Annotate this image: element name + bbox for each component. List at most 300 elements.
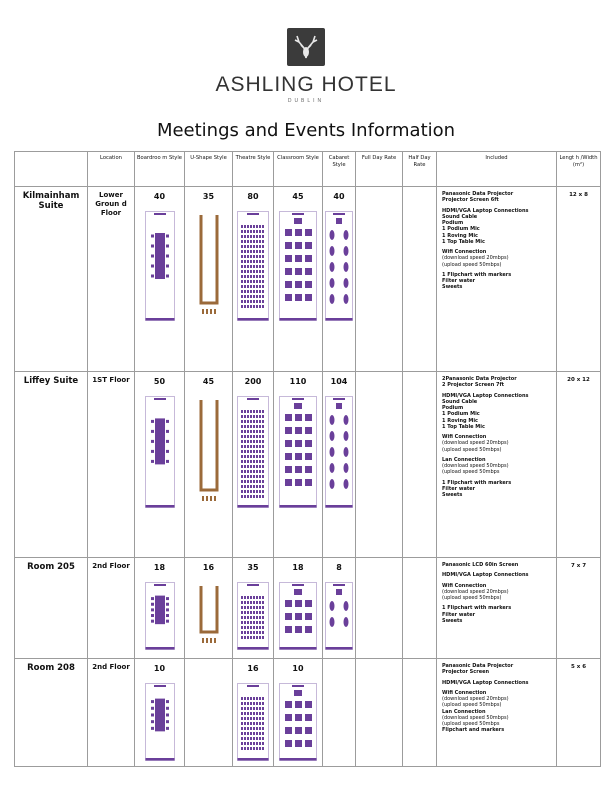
theatre-seat <box>247 415 249 418</box>
theatre-seat <box>262 260 264 263</box>
location-cell <box>88 659 135 767</box>
col-header-half-day: Half Day Rate <box>403 152 437 187</box>
theatre-seat <box>244 611 246 614</box>
theatre-seat <box>259 737 261 740</box>
classroom-desk <box>295 466 302 473</box>
theatre-seat <box>250 747 252 750</box>
ushape-cell <box>185 372 233 558</box>
theatre-seat <box>247 255 249 258</box>
theatre-seat <box>253 305 255 308</box>
theatre-seat <box>241 450 243 453</box>
classroom-desk <box>285 600 292 607</box>
theatre-seat <box>250 435 252 438</box>
full-day-rate-cell <box>356 187 403 372</box>
theatre-seat <box>250 707 252 710</box>
full-day-rate <box>356 372 402 394</box>
cabaret-table <box>330 246 335 256</box>
theatre-seat <box>244 596 246 599</box>
theatre-seat <box>262 245 264 248</box>
theatre-seat <box>244 305 246 308</box>
boardroom-seat <box>166 713 169 716</box>
size-cell <box>557 372 601 558</box>
theatre-seat <box>241 455 243 458</box>
room-name-cell <box>15 659 88 767</box>
theatre-seat <box>253 485 255 488</box>
theatre-seat <box>247 425 249 428</box>
theatre-seat <box>253 290 255 293</box>
classroom-capacity: 45 <box>292 192 304 201</box>
ushape-table <box>201 215 217 303</box>
theatre-seat <box>256 415 258 418</box>
theatre-seat <box>247 280 249 283</box>
boardroom-seat <box>166 245 169 248</box>
theatre-seat <box>247 455 249 458</box>
theatre-seat <box>262 636 264 639</box>
col-header-theatre: Theatre Style <box>233 152 274 187</box>
half-day-rate-cell <box>403 659 437 767</box>
theatre-seat <box>241 260 243 263</box>
included-item: 1 Flipchart with markers <box>442 605 512 612</box>
classroom-desk <box>285 740 292 747</box>
included-list <box>437 558 556 624</box>
theatre-seat <box>244 732 246 735</box>
ushape-table <box>201 586 217 632</box>
classroom-lectern <box>294 589 302 595</box>
included-item: (upload speed 50mbps) <box>442 446 502 453</box>
theatre-seat <box>247 712 249 715</box>
theatre-seat <box>259 225 261 228</box>
theatre-seat <box>256 465 258 468</box>
boardroom-screen-mark <box>154 584 166 586</box>
cabaret-table <box>344 246 349 256</box>
classroom-desk <box>285 727 292 734</box>
theatre-seat <box>244 737 246 740</box>
boardroom-seat <box>151 235 154 238</box>
half-day-rate <box>403 372 436 394</box>
theatre-seat <box>244 265 246 268</box>
half-day-rate-cell <box>403 558 437 659</box>
included-list <box>437 659 556 734</box>
theatre-seat <box>241 240 243 243</box>
included-item: 2 Projector Screen 7ft <box>442 382 505 389</box>
cabaret-wall-mark <box>326 505 353 508</box>
classroom-screen-mark <box>292 685 304 687</box>
cabaret-screen-mark <box>333 398 345 400</box>
theatre-seat <box>244 742 246 745</box>
theatre-seat <box>262 295 264 298</box>
boardroom-wall-mark <box>145 647 174 650</box>
boardroom-seat <box>166 460 169 463</box>
ushape-seat <box>202 309 204 314</box>
theatre-seat <box>256 285 258 288</box>
theatre-seat <box>250 445 252 448</box>
cabaret-table <box>330 463 335 473</box>
included-item: 1 Roving Mic <box>442 232 479 239</box>
included-item: 1 Podium Mic <box>442 226 480 233</box>
theatre-seat <box>250 732 252 735</box>
theatre-seat <box>247 420 249 423</box>
theatre-seat <box>247 485 249 488</box>
classroom-desk <box>285 440 292 447</box>
theatre-seat <box>253 425 255 428</box>
boardroom-seat <box>151 614 154 617</box>
room-location: 2nd Floor <box>92 663 130 671</box>
boardroom-seat <box>151 700 154 703</box>
theatre-seat <box>262 450 264 453</box>
theatre-seat <box>250 285 252 288</box>
theatre-seat <box>256 255 258 258</box>
theatre-seat <box>250 235 252 238</box>
theatre-seat <box>256 475 258 478</box>
theatre-seat <box>244 445 246 448</box>
boardroom-cell <box>135 187 185 372</box>
theatre-seat <box>247 235 249 238</box>
classroom-cell <box>274 187 323 372</box>
boardroom-layout-diagram <box>145 683 175 761</box>
theatre-seat <box>244 410 246 413</box>
theatre-seat <box>244 425 246 428</box>
classroom-desk <box>295 701 302 708</box>
ushape-seat <box>214 638 216 643</box>
classroom-desk <box>295 740 302 747</box>
theatre-seat <box>247 727 249 730</box>
theatre-seat <box>253 445 255 448</box>
theatre-seat <box>259 702 261 705</box>
classroom-desk <box>305 613 312 620</box>
room-dimensions: 5 x 6 <box>570 664 587 670</box>
theatre-seat <box>241 596 243 599</box>
theatre-seat <box>253 455 255 458</box>
theatre-seat <box>262 435 264 438</box>
classroom-layout-diagram <box>279 211 317 321</box>
room-location: 1ST Floor <box>92 376 130 384</box>
theatre-seat <box>250 300 252 303</box>
theatre-seat <box>241 475 243 478</box>
cabaret-capacity: 104 <box>330 377 348 386</box>
theatre-seat <box>259 240 261 243</box>
theatre-seat <box>241 480 243 483</box>
theatre-seat <box>259 697 261 700</box>
ushape-cell <box>185 187 233 372</box>
theatre-seat <box>244 225 246 228</box>
cabaret-table <box>344 415 349 425</box>
theatre-seat <box>253 697 255 700</box>
theatre-seat <box>262 717 264 720</box>
theatre-seat <box>250 601 252 604</box>
theatre-seat <box>241 636 243 639</box>
included-item: Projector Screen <box>442 669 490 676</box>
cabaret-stage <box>336 218 342 224</box>
theatre-seat <box>253 727 255 730</box>
classroom-room-outline <box>280 212 317 321</box>
boardroom-seat <box>166 440 169 443</box>
boardroom-wall-mark <box>145 758 174 761</box>
cabaret-table <box>330 447 335 457</box>
theatre-seat <box>262 626 264 629</box>
theatre-seat <box>250 440 252 443</box>
theatre-seat <box>259 480 261 483</box>
room-name-cell <box>15 372 88 558</box>
classroom-desk <box>305 727 312 734</box>
theatre-seat <box>256 435 258 438</box>
theatre-seat <box>256 440 258 443</box>
theatre-screen-mark <box>247 584 259 586</box>
theatre-seat <box>253 702 255 705</box>
theatre-seat <box>253 430 255 433</box>
theatre-seat <box>259 235 261 238</box>
included-item: Wifi Connection <box>442 582 487 589</box>
cabaret-table <box>344 617 349 627</box>
theatre-seat <box>250 230 252 233</box>
boardroom-layout-diagram <box>145 582 175 650</box>
room-dimensions: 20 x 12 <box>567 377 590 383</box>
ushape-cell <box>185 558 233 659</box>
theatre-seat <box>250 290 252 293</box>
classroom-desk <box>285 229 292 236</box>
theatre-seat <box>250 631 252 634</box>
theatre-seat <box>262 445 264 448</box>
theatre-seat <box>262 747 264 750</box>
cabaret-screen-mark <box>333 213 345 215</box>
theatre-seat <box>241 225 243 228</box>
theatre-seat <box>241 430 243 433</box>
theatre-seat <box>247 722 249 725</box>
theatre-seat <box>241 626 243 629</box>
theatre-seat <box>262 616 264 619</box>
ushape-layout-diagram <box>196 396 222 508</box>
location-cell <box>88 372 135 558</box>
theatre-seat <box>256 470 258 473</box>
boardroom-seat <box>166 720 169 723</box>
boardroom-screen-mark <box>154 685 166 687</box>
theatre-seat <box>262 732 264 735</box>
theatre-seat <box>247 601 249 604</box>
boardroom-seat <box>151 265 154 268</box>
theatre-seat <box>244 235 246 238</box>
theatre-seat <box>241 727 243 730</box>
ushape-capacity: 35 <box>202 192 215 201</box>
boardroom-seat <box>151 608 154 611</box>
theatre-seat <box>244 490 246 493</box>
theatre-seat <box>250 420 252 423</box>
theatre-seat <box>256 621 258 624</box>
theatre-seat <box>262 737 264 740</box>
theatre-seat <box>244 455 246 458</box>
col-header-full-day: Full Day Rate <box>356 152 403 187</box>
theatre-seat <box>244 475 246 478</box>
included-item: (upload speed 50mbps) <box>442 595 502 601</box>
cabaret-layout-diagram <box>325 396 353 508</box>
cabaret-table <box>330 294 335 304</box>
theatre-seat <box>244 480 246 483</box>
classroom-desk <box>285 479 292 486</box>
classroom-desk <box>305 714 312 721</box>
theatre-seat <box>256 265 258 268</box>
included-item: HDMI/VGA Laptop Connections <box>442 679 529 686</box>
classroom-layout-diagram <box>279 683 317 761</box>
ushape-seat <box>206 309 208 314</box>
theatre-seat <box>244 240 246 243</box>
theatre-seat <box>247 636 249 639</box>
theatre-seat <box>250 737 252 740</box>
theatre-seat <box>250 742 252 745</box>
classroom-cell <box>274 558 323 659</box>
theatre-seat <box>241 747 243 750</box>
cabaret-table <box>344 601 349 611</box>
boardroom-cell <box>135 659 185 767</box>
theatre-seat <box>241 732 243 735</box>
cabaret-table <box>330 230 335 240</box>
room-dimensions: 12 x 8 <box>569 192 588 198</box>
boardroom-seat <box>151 620 154 623</box>
theatre-seat <box>250 697 252 700</box>
theatre-seat <box>256 626 258 629</box>
theatre-seat <box>259 631 261 634</box>
cabaret-table <box>330 431 335 441</box>
theatre-seat <box>241 445 243 448</box>
theatre-seat <box>259 616 261 619</box>
theatre-seat <box>244 626 246 629</box>
boardroom-seat <box>166 707 169 710</box>
theatre-seat <box>256 485 258 488</box>
theatre-seat <box>262 455 264 458</box>
theatre-seat <box>247 290 249 293</box>
theatre-seat <box>247 621 249 624</box>
theatre-seat <box>244 230 246 233</box>
included-item: (download speed 20mbps) <box>442 588 509 595</box>
theatre-seat <box>253 480 255 483</box>
col-header-classroom: Classroom Style <box>274 152 323 187</box>
theatre-seat <box>250 727 252 730</box>
classroom-room-outline <box>280 397 317 508</box>
theatre-seat <box>247 410 249 413</box>
classroom-desk <box>285 414 292 421</box>
theatre-seat <box>241 702 243 705</box>
included-item: (upload speed 50mbps <box>442 721 500 727</box>
theatre-seat <box>256 280 258 283</box>
theatre-seat <box>250 295 252 298</box>
theatre-seat <box>241 300 243 303</box>
theatre-seat <box>253 611 255 614</box>
theatre-seat <box>259 732 261 735</box>
ushape-capacity <box>185 659 232 681</box>
theatre-wall-mark <box>238 318 269 321</box>
boardroom-table <box>155 596 165 625</box>
classroom-desk <box>295 613 302 620</box>
theatre-wall-mark <box>238 647 269 650</box>
theatre-seat <box>262 425 264 428</box>
classroom-desk <box>305 294 312 301</box>
theatre-seat <box>250 480 252 483</box>
classroom-desk <box>295 268 302 275</box>
theatre-seat <box>259 420 261 423</box>
theatre-seat <box>241 270 243 273</box>
classroom-desk <box>295 242 302 249</box>
theatre-seat <box>247 697 249 700</box>
half-day-rate-cell <box>403 372 437 558</box>
boardroom-seat <box>166 727 169 730</box>
included-item: Lan Connection <box>442 456 486 463</box>
theatre-seat <box>256 305 258 308</box>
boardroom-capacity: 10 <box>153 664 166 673</box>
cabaret-table <box>344 294 349 304</box>
theatre-seat <box>256 245 258 248</box>
theatre-seat <box>244 435 246 438</box>
theatre-seat <box>262 697 264 700</box>
theatre-seat <box>259 460 261 463</box>
theatre-seat <box>244 255 246 258</box>
theatre-seat <box>250 225 252 228</box>
included-item: (download speed 20mbps) <box>442 440 509 447</box>
classroom-desk <box>295 453 302 460</box>
theatre-seat <box>253 440 255 443</box>
theatre-seat <box>250 616 252 619</box>
theatre-seat <box>253 742 255 745</box>
theatre-seat <box>250 270 252 273</box>
room-name: Liffey Suite <box>23 376 79 386</box>
theatre-seat <box>241 490 243 493</box>
boardroom-capacity: 40 <box>153 192 166 201</box>
included-item: 1 Podium Mic <box>442 411 480 418</box>
ushape-cell <box>185 659 233 767</box>
theatre-seat <box>244 470 246 473</box>
theatre-seat <box>256 712 258 715</box>
theatre-seat <box>241 621 243 624</box>
theatre-seat <box>250 305 252 308</box>
cabaret-stage <box>336 589 342 595</box>
ushape-seat <box>210 638 212 643</box>
cabaret-capacity <box>323 659 355 681</box>
half-day-rate <box>403 187 436 209</box>
theatre-seat <box>256 495 258 498</box>
included-item: Sweets <box>442 284 463 291</box>
theatre-seat <box>247 305 249 308</box>
theatre-seat <box>256 455 258 458</box>
ushape-seat <box>210 496 212 501</box>
room-name-cell <box>15 558 88 659</box>
cabaret-table <box>344 431 349 441</box>
theatre-seat <box>241 440 243 443</box>
classroom-wall-mark <box>280 758 317 761</box>
theatre-seat <box>256 747 258 750</box>
theatre-seat <box>259 455 261 458</box>
theatre-seat <box>259 606 261 609</box>
boardroom-table <box>155 418 165 464</box>
theatre-seat <box>241 415 243 418</box>
included-item: 2Panasonic Data Projector <box>442 376 517 382</box>
theatre-seat <box>250 717 252 720</box>
theatre-seat <box>244 702 246 705</box>
theatre-seat <box>262 235 264 238</box>
theatre-seat <box>241 285 243 288</box>
boardroom-seat <box>151 255 154 258</box>
classroom-screen-mark <box>292 213 304 215</box>
theatre-seat <box>253 621 255 624</box>
boardroom-screen-mark <box>154 213 166 215</box>
theatre-seat <box>259 260 261 263</box>
theatre-seat <box>256 707 258 710</box>
included-cell <box>437 372 557 558</box>
classroom-capacity: 110 <box>289 377 307 386</box>
theatre-seat <box>259 230 261 233</box>
theatre-seat <box>262 280 264 283</box>
theatre-seat <box>241 717 243 720</box>
included-cell <box>437 187 557 372</box>
classroom-desk <box>285 714 292 721</box>
included-item: Projector Screen 6ft <box>442 197 499 204</box>
theatre-seat <box>262 480 264 483</box>
included-cell <box>437 659 557 767</box>
